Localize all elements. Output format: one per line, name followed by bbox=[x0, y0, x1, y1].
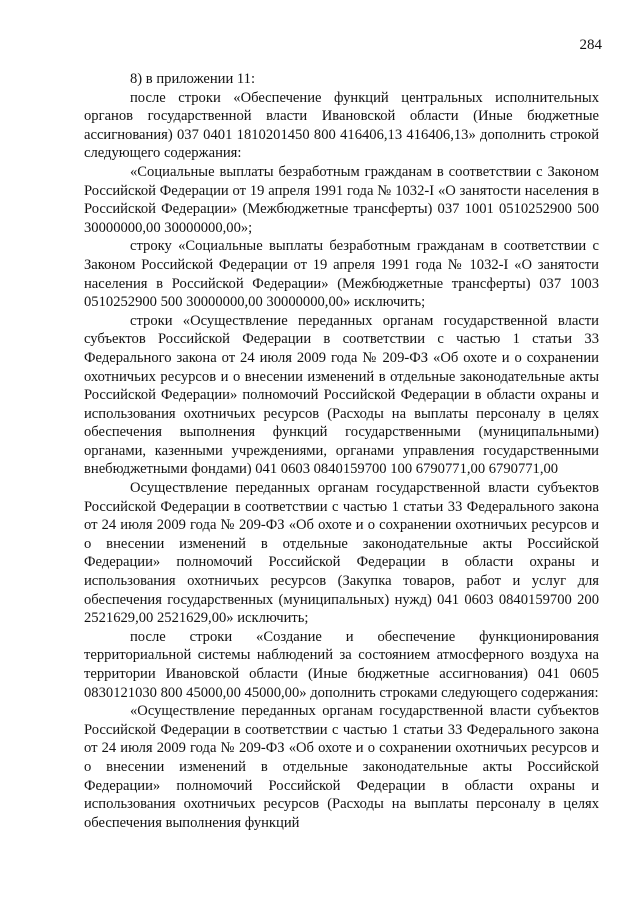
paragraph-after-line-ensuring-functions: после строки «Обеспечение функций центральных исполнительных органов государственной власти Ивановской области (Иные бюджетные ассигнования) 037 0401 1810201450 800 416406,13 416406,13» дополнить строкой следующего содержания: bbox=[84, 89, 599, 162]
paragraph-hunting-powers-added: «Осуществление переданных органам государственной власти субъектов Российской Федерации в соответствии с частью 1 статьи 33 Федерального закона от 24 июля 2009 года № 209-ФЗ «Об охоте и о сохранении охотничьих ресурсов и о внесении изменений в отдельные законодательные акты Российской Федерации» полномочий Российской Федерации в области охраны и использования охотничьих ресурсов (Расходы на выплаты персоналу в целях обеспечения выполнения функций bbox=[84, 703, 599, 831]
paragraph-social-payments-add: «Социальные выплаты безработным гражданам в соответствии с Законом Российской Федерации от 19 апреля 1991 года № 1032-I «О занятости населения в Российской Федерации» (Межбюджетные трансферты) 037 1001 0510252900 500 30000000,00 30000000,00»; bbox=[84, 163, 599, 236]
paragraph-air-monitoring: после строки «Создание и обеспечение функционирования территориальной системы наблюдений за состоянием атмосферного воздуха на территории Ивановской области (Иные бюджетные ассигнования) 041 0605 0830121030 800 45000,00 45000,00» дополнить строками следующего содержания: bbox=[84, 628, 599, 701]
document-body bbox=[84, 70, 599, 832]
paragraph-social-payments-exclude: строку «Социальные выплаты безработным гражданам в соответствии с Законом Российской Федерации от 19 апреля 1991 года № 1032-I «О занятости населения в Российской Федерации» (Межбюджетные трансферты) 037 1003 0510252900 500 30000000,00 30000000,00» исключить; bbox=[84, 238, 599, 311]
paragraph-item-8: 8) в приложении 11: bbox=[130, 71, 256, 87]
page-number: 284 bbox=[579, 37, 602, 53]
paragraph-hunting-powers-procurement: Осуществление переданных органам государственной власти субъектов Российской Федерации в соответствии с частью 1 статьи 33 Федерального закона от 24 июля 2009 года № 209-ФЗ «Об охоте и о сохранении охотничьих ресурсов и о внесении изменений в отдельные законодательные акты Российской Федерации» полномочий Российской Федерации в области охраны и использования охотничьих ресурсов (Закупка товаров, работ и услуг для обеспечения государственных (муниципальных) нужд) 041 0603 0840159700 200 2521629,00 2521629,00» исключить; bbox=[84, 480, 599, 627]
paragraph-hunting-powers-staff: строки «Осуществление переданных органам государственной власти субъектов Российской Федерации в соответствии с частью 1 статьи 33 Федерального закона от 24 июля 2009 года № 209-ФЗ «Об охоте и о сохранении охотничьих ресурсов и о внесении изменений в отдельные законодательные акты Российской Федерации» полномочий Российской Федерации в области охраны и использования охотничьих ресурсов (Расходы на выплаты персоналу в целях обеспечения выполнения функций государственными (муниципальными) органами, казенными учреждениями, органами управления государственными внебюджетными фондами) 041 0603 0840159700 100 6790771,00 6790771,00 bbox=[84, 312, 599, 478]
